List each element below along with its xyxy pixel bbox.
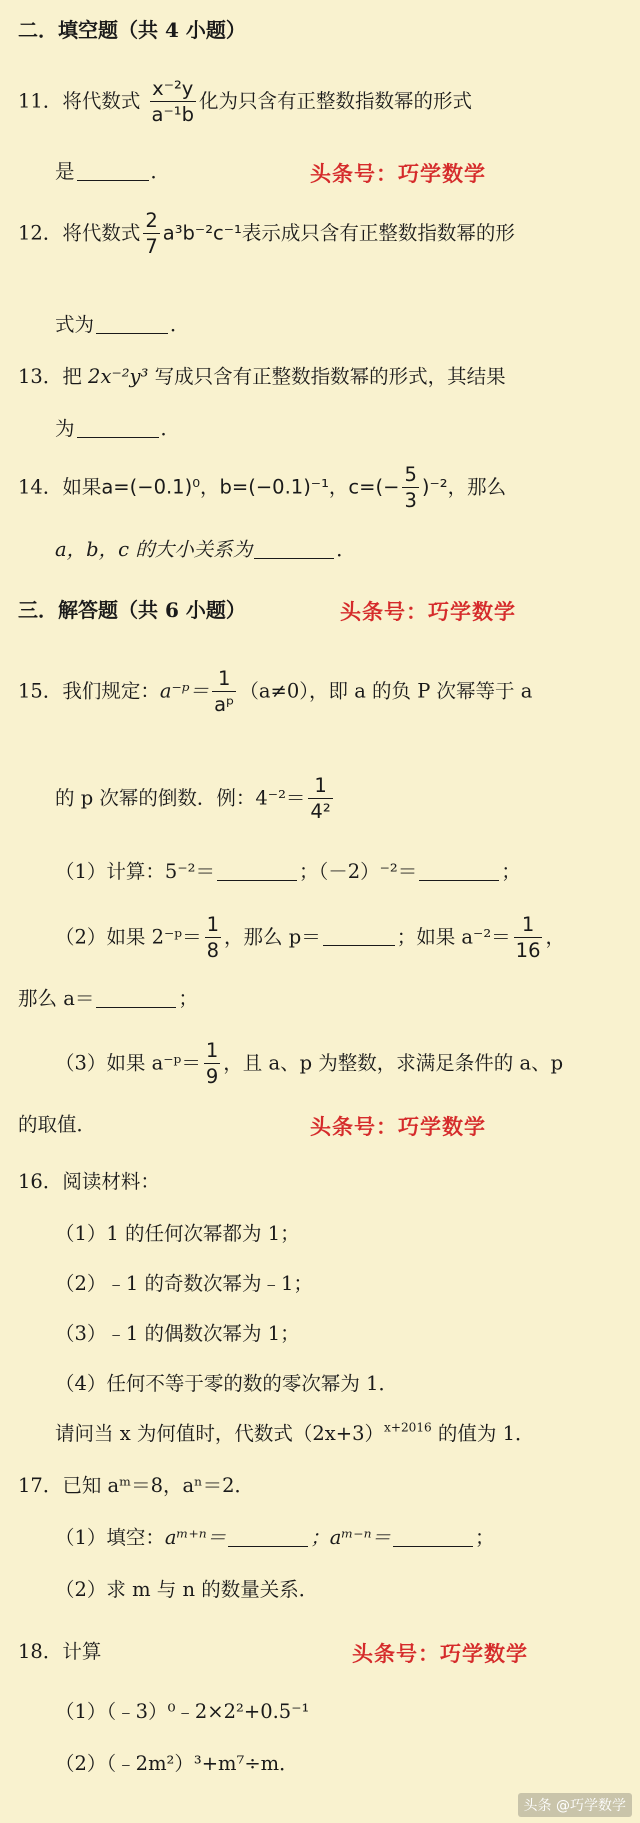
q17-part2: （2）求 m 与 n 的数量关系．: [55, 1578, 319, 1601]
q18-line1: [18, 1640, 640, 1664]
q15-part2-line2-text: 那么 a＝: [18, 987, 95, 1010]
q15-example-numerator: 1: [314, 774, 327, 797]
q16-number: 16．: [18, 1170, 63, 1193]
q15-fraction-denominator: aᵖ: [214, 693, 235, 717]
q15-line2: [55, 775, 640, 823]
q16-line1: [18, 1170, 640, 1194]
q16-question-end: 的值为 1．: [437, 1422, 535, 1445]
q13-pre: 把: [62, 365, 82, 388]
q11-line1: [18, 78, 640, 126]
q15-part2-label: （2）如果 2⁻ᵖ＝: [55, 925, 202, 949]
q16-item-2: （2）﹣1 的奇数次幂为﹣1；: [55, 1272, 313, 1295]
q14-fraction: [402, 464, 418, 512]
q15-part2-line2: [18, 987, 640, 1011]
q12-fraction: [143, 210, 159, 258]
q15-part2-fraction1: [205, 914, 221, 962]
q12-line1: [18, 210, 640, 258]
q14-line2-text: a，b，c 的大小关系为: [55, 538, 253, 561]
q14-c-pre: c=(−: [348, 475, 400, 499]
q15-part2-end: ，: [545, 925, 565, 949]
q11-fraction-numerator: x⁻²y: [152, 77, 194, 100]
q11-fraction: [150, 78, 196, 126]
q14-a-expression: a=(−0.1)⁰，: [101, 475, 220, 499]
q15-part2-numerator1: 1: [206, 913, 220, 936]
q14-pre: 如果: [62, 475, 102, 499]
q15-example-denominator: 4²: [310, 800, 331, 824]
q15-line1: [18, 668, 640, 716]
q15-part3: [55, 1040, 640, 1088]
q15-part3-fraction: [204, 1040, 220, 1088]
q15-example-lhs: 4⁻²＝: [255, 786, 306, 810]
q15-part1-expr1: 5⁻²＝: [164, 860, 215, 883]
q13-post: 写成只含有正整数指数幂的形式，其结果: [154, 365, 506, 388]
watermark-4: 头条号：巧学数学: [352, 1642, 528, 1666]
q17-part1-expr2: ；aᵐ⁻ⁿ＝: [310, 1526, 391, 1549]
q15-lhs: a⁻ᵖ＝: [159, 679, 210, 703]
q15-fraction: [212, 668, 236, 716]
q15-part3-numerator: 1: [205, 1039, 219, 1062]
q12-number: 12．: [18, 221, 63, 245]
q18-part2: （2）（﹣2m²）³+m⁷÷m．: [55, 1752, 299, 1775]
q15-fraction-numerator: 1: [218, 667, 231, 690]
q15-number: 15．: [18, 679, 63, 703]
watermark-1: 头条号：巧学数学: [310, 162, 486, 186]
q14-fraction-denominator: 3: [404, 489, 417, 513]
q15-part2-text2: ；如果 a⁻²＝: [396, 925, 511, 949]
q15-post: （a≠0），即 a 的负 P 次幂等于 a: [239, 679, 533, 703]
q11-fraction-denominator: a⁻¹b: [151, 103, 194, 127]
q17-stem: 已知 aᵐ＝8，aⁿ＝2．: [62, 1474, 254, 1497]
q16-exponent: x+2016: [384, 1420, 432, 1435]
q15-line2-text: 的 p 次幂的倒数．例：: [55, 786, 256, 810]
q14-c-post: )⁻²，: [421, 475, 468, 499]
q13-answer-blank[interactable]: [77, 419, 159, 438]
section3-title: 三．解答题（共 6 小题）: [18, 598, 246, 622]
q15-part1-end: ；: [501, 860, 521, 883]
q12-line2-text: 式为: [55, 313, 95, 336]
q14-b-expression: b=(−0.1)⁻¹，: [219, 475, 349, 499]
watermark-3: 头条号：巧学数学: [310, 1115, 486, 1139]
q17-part1: [55, 1526, 640, 1550]
q17-number: 17．: [18, 1474, 63, 1497]
q15-part2-denominator1: 8: [206, 939, 220, 963]
q15-part2-line2-end: ；: [178, 987, 198, 1010]
q12-end: ．: [170, 313, 190, 336]
q13-expression: 2x⁻²y³: [88, 365, 149, 388]
q13-line2-text: 为: [55, 417, 75, 440]
q17-part1-expr1: aᵐ⁺ⁿ＝: [164, 1526, 227, 1549]
q15-part2-fraction2: [514, 914, 543, 962]
q12-answer-blank[interactable]: [96, 315, 168, 334]
q16-question: [55, 1422, 640, 1446]
q12-line2: [55, 313, 640, 337]
q15-pre: 我们规定：: [62, 679, 160, 703]
q12-expression: a³b⁻²c⁻¹: [162, 221, 242, 245]
q12-fraction-numerator: 2: [145, 209, 158, 232]
q15-part1-blank2[interactable]: [419, 862, 499, 881]
q14-answer-blank[interactable]: [254, 540, 334, 559]
q15-part2-numerator2: 1: [521, 913, 535, 936]
q15-part3-line2: 的取值．: [18, 1113, 97, 1136]
q14-line1: [18, 464, 640, 512]
q15-part1-label: （1）计算：: [55, 860, 165, 883]
q13-number: 13．: [18, 365, 63, 388]
q11-post: 化为只含有正整数指数幂的形式: [198, 89, 472, 113]
q17-part1-blank2[interactable]: [393, 1528, 473, 1547]
q17-part1-blank1[interactable]: [228, 1528, 308, 1547]
q14-line2: [55, 538, 640, 562]
q15-part1-blank1[interactable]: [217, 862, 297, 881]
q14-fraction-numerator: 5: [404, 463, 417, 486]
q16-item-4: （4）任何不等于零的数的零次幂为 1．: [55, 1372, 399, 1395]
footer-attribution: 头条 @巧学数学: [518, 1793, 632, 1817]
q11-pre: 将代数式: [62, 89, 141, 113]
q11-end: ．: [150, 160, 171, 183]
section2-title: 二．填空题（共 4 小题）: [18, 18, 246, 42]
q17-part1-end: ；: [474, 1526, 495, 1549]
q15-part3-label: （3）如果 a⁻ᵖ＝: [55, 1051, 201, 1075]
q15-part3-text: ，且 a、p 为整数，求满足条件的 a、p: [223, 1051, 564, 1075]
q16-item-1: （1）1 的任何次幂都为 1；: [55, 1222, 300, 1245]
q13-end: ．: [160, 417, 181, 440]
q14-number: 14．: [18, 475, 63, 499]
q15-part2: [55, 914, 640, 962]
q12-fraction-denominator: 7: [145, 235, 158, 259]
q16-question-text: 请问当 x 为何值时，代数式（2x+3）: [55, 1422, 385, 1445]
q16-title: 阅读材料：: [62, 1170, 160, 1193]
q16-item-3: （3）﹣1 的偶数次幂为 1；: [55, 1322, 300, 1345]
q18-part1: （1）（﹣3）⁰﹣2×2²+0.5⁻¹: [55, 1700, 310, 1723]
q11-answer-blank[interactable]: [77, 162, 149, 181]
q13-line2: [55, 417, 640, 441]
q12-pre: 将代数式: [62, 221, 141, 245]
q14-post: 那么: [467, 475, 507, 499]
q15-example-fraction: [308, 775, 332, 823]
watermark-2: 头条号：巧学数学: [340, 600, 516, 624]
q15-part1: [55, 860, 640, 884]
q15-part3-denominator: 9: [205, 1065, 219, 1089]
q18-number: 18．: [18, 1640, 63, 1663]
q17-part1-label: （1）填空：: [55, 1526, 165, 1549]
q13-line1: [18, 365, 640, 389]
q11-number: 11．: [18, 89, 63, 113]
q15-part2-blank2[interactable]: [96, 989, 176, 1008]
q14-end: ．: [336, 538, 356, 561]
q17-line1: [18, 1474, 640, 1498]
q15-part2-denominator2: 16: [515, 939, 541, 963]
q11-line2-text: 是: [55, 160, 75, 183]
q12-post: 表示成只含有正整数指数幂的形: [241, 221, 515, 245]
q18-title: 计算: [62, 1640, 102, 1663]
q15-part2-text1: ，那么 p＝: [224, 925, 321, 949]
q15-part2-blank1[interactable]: [323, 927, 395, 946]
q15-part1-expr2: ；（－2）⁻²＝: [298, 860, 418, 883]
